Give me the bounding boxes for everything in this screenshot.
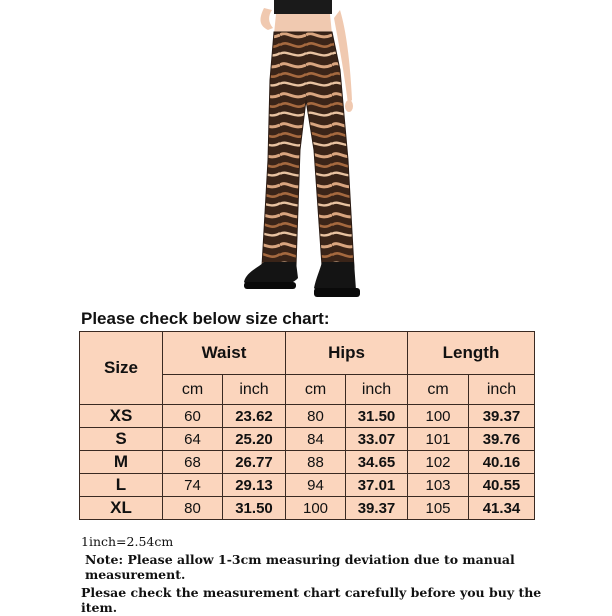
- waist-inch-cell: 26.77: [223, 451, 286, 474]
- length-cm-cell: 100: [408, 405, 469, 428]
- hips-cm-cell: 84: [286, 428, 346, 451]
- length-header: Length: [408, 332, 535, 375]
- waist-cm-cell: 80: [163, 497, 223, 520]
- length-cm-cell: 105: [408, 497, 469, 520]
- size-label: L: [80, 474, 163, 497]
- table-row: [80, 428, 535, 451]
- unit-header: cm: [163, 375, 223, 405]
- length-inch-cell: 40.16: [469, 451, 535, 474]
- waist-cm-cell: 60: [163, 405, 223, 428]
- size-header: Size: [80, 332, 163, 405]
- conversion-note: 1inch=2.54cm: [81, 534, 174, 549]
- hips-inch-cell: 39.37: [346, 497, 408, 520]
- hips-cm-cell: 88: [286, 451, 346, 474]
- hips-inch-cell: 31.50: [346, 405, 408, 428]
- product-photo: [228, 0, 378, 305]
- waist-cm-cell: 74: [163, 474, 223, 497]
- deviation-note: Note: Please allow 1-3cm measuring deviation due to manual measurement.: [85, 551, 515, 582]
- waist-inch-cell: 31.50: [223, 497, 286, 520]
- waist-cm-cell: 68: [163, 451, 223, 474]
- size-label: XS: [80, 405, 163, 428]
- notes-section: [81, 531, 551, 616]
- size-label: S: [80, 428, 163, 451]
- waist-cm-cell: 64: [163, 428, 223, 451]
- length-inch-cell: 39.76: [469, 428, 535, 451]
- size-label: M: [80, 451, 163, 474]
- hips-cm-cell: 100: [286, 497, 346, 520]
- length-inch-cell: 40.55: [469, 474, 535, 497]
- unit-header: inch: [346, 375, 408, 405]
- waist-header: Waist: [163, 332, 286, 375]
- length-cm-cell: 103: [408, 474, 469, 497]
- unit-header: cm: [408, 375, 469, 405]
- table-row: [80, 497, 535, 520]
- table-row: [80, 474, 535, 497]
- size-label: XL: [80, 497, 163, 520]
- length-cm-cell: 102: [408, 451, 469, 474]
- size-chart-table: [79, 331, 535, 520]
- length-inch-cell: 39.37: [469, 405, 535, 428]
- hips-inch-cell: 33.07: [346, 428, 408, 451]
- unit-header: inch: [469, 375, 535, 405]
- waist-inch-cell: 23.62: [223, 405, 286, 428]
- waist-inch-cell: 29.13: [223, 474, 286, 497]
- hips-cm-cell: 94: [286, 474, 346, 497]
- length-cm-cell: 101: [408, 428, 469, 451]
- hips-cm-cell: 80: [286, 405, 346, 428]
- hips-header: Hips: [286, 332, 408, 375]
- length-inch-cell: 41.34: [469, 497, 535, 520]
- unit-header: inch: [223, 375, 286, 405]
- waist-inch-cell: 25.20: [223, 428, 286, 451]
- hips-inch-cell: 34.65: [346, 451, 408, 474]
- table-row: [80, 405, 535, 428]
- table-row: [80, 451, 535, 474]
- size-chart-title: Please check below size chart:: [81, 309, 330, 328]
- unit-header: cm: [286, 375, 346, 405]
- hips-inch-cell: 37.01: [346, 474, 408, 497]
- check-note: Plesae check the measurement chart carefully before you buy the item.: [81, 584, 542, 615]
- table-header-row: [80, 332, 535, 375]
